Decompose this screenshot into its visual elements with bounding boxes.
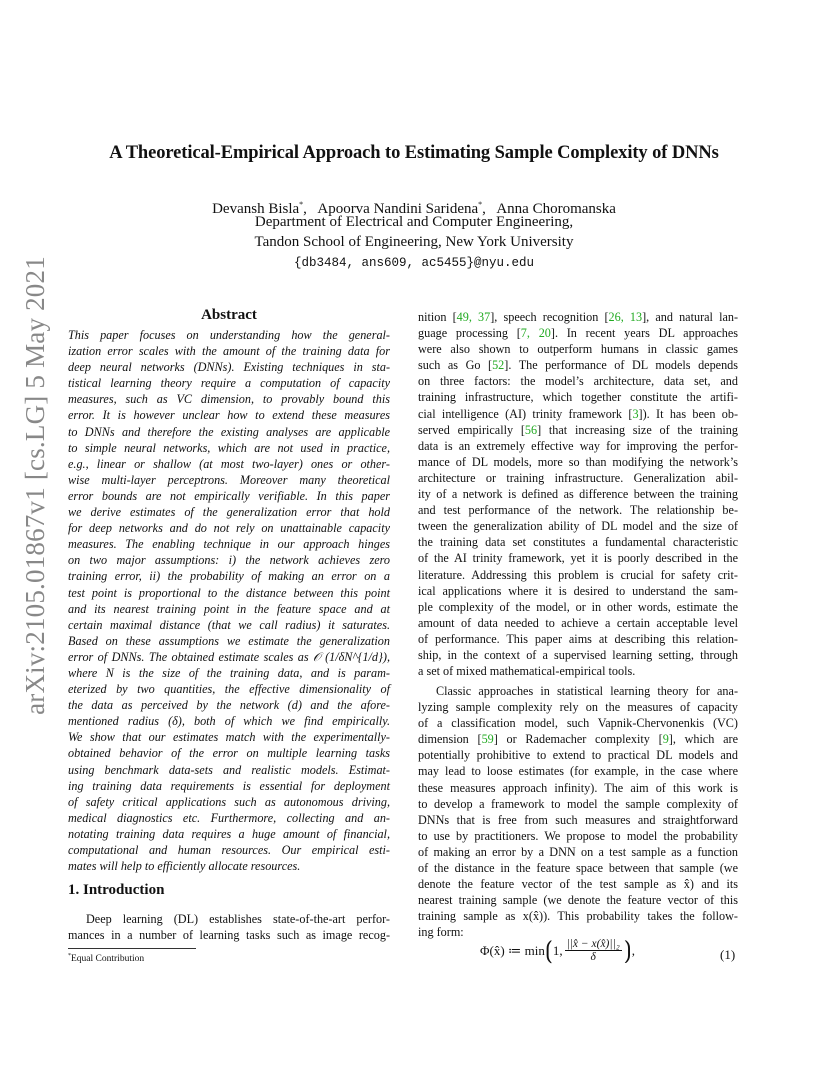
equation-numerator: ||x̂ − x(x̂)||₂ <box>566 938 620 950</box>
affiliation-department: Department of Electrical and Computer Engineering, <box>254 214 574 230</box>
text-line: literature. Addressing this problem is crucial for safety crit- <box>418 567 738 582</box>
author-name: Devansh Bisla <box>212 201 300 217</box>
text-line: measures, such as VC dimension, to provably bound this <box>68 392 390 407</box>
text-line: on two major assumptions: i) the network achieves zero <box>68 553 390 568</box>
text-line: eterized by two quantities, the effective dimensionality of <box>68 682 390 697</box>
text-line: we derive estimates of the generalization error that hold <box>68 505 390 520</box>
text-line: amount of data needed to achieve a certain acceptable level <box>418 615 738 630</box>
footnote <box>68 953 144 964</box>
text-line: DNNs that is free from such measures and straightforward <box>418 812 738 827</box>
citation-link[interactable]: 7, 20 <box>520 326 551 341</box>
text-line: training error, ii) the probability of making an error on a <box>68 569 390 584</box>
equation-denominator: δ <box>590 951 596 963</box>
equation-open-paren: ⟮ <box>544 937 553 964</box>
text-line: of safety critical applications such as autonomous driving, <box>68 794 390 809</box>
footnote-rule <box>68 948 196 949</box>
equation-fraction <box>565 938 622 963</box>
text-line: and its nearest training point in the feature space and at <box>68 601 390 616</box>
text-line: ing training data requirements is essential for deployment <box>68 778 390 793</box>
text-line: error of DNNs. The obtained estimate scales as 𝒪 (1/δN^{1/d}), <box>68 649 390 664</box>
intro-paragraph-left <box>68 911 390 943</box>
text-line: where N is the size of the training data, and is param- <box>68 665 390 680</box>
text-line: certain maximal distance (that we call radius) it saturates. <box>68 617 390 632</box>
text-line: data is an extremely effective way for improving the perfor- <box>418 438 738 453</box>
text-line: lyzing sample complexity rely on the measures of capacity <box>418 700 738 715</box>
text-line: ing form: <box>418 925 464 940</box>
text-line: of making an error by a DNN on a test sample as a function <box>418 844 738 859</box>
citation-link[interactable]: 3 <box>632 406 639 421</box>
text-line: to simple neural networks, which are not used in practice, <box>68 440 390 455</box>
text-line: nition [49, 37], speech recognition [26, 13], and natural lan- <box>418 310 739 324</box>
equation-number: (1) <box>720 947 736 962</box>
affiliation-school: Tandon School of Engineering, New York University <box>254 234 574 250</box>
footnote-mark: * <box>68 953 71 959</box>
text-line: mentioned radius (δ), both of which we find empirically. <box>68 714 390 729</box>
citation-link[interactable]: 9 <box>662 732 669 747</box>
section-heading: 1. Introduction <box>68 882 165 898</box>
equation-one: 1, <box>552 942 563 958</box>
text-line: the training data set constitutes a fundamental characteristic <box>418 535 738 550</box>
text-line: Deep learning (DL) establishes state-of-the-art perfor- <box>86 912 390 926</box>
text-line: ical applications where it is desired to understand the sam- <box>418 583 738 598</box>
text-line: a set of mixed mathematical-empirical tools. <box>418 664 636 679</box>
citation-link[interactable]: 26, 13 <box>608 310 643 324</box>
text-line: to DNNs and therefore the existing analyses are applicable <box>68 424 390 439</box>
text-line: training sample as x(x̂)). This probability takes the follow- <box>418 909 738 924</box>
text-line: of performance. This paper aims at describing this relation- <box>418 631 738 646</box>
text-line: mance of DL models, more so than modifying the network’s <box>418 454 738 469</box>
text-line: these measures approach infinity). The aim of this work is <box>418 780 738 795</box>
text-line: error. It is however unclear how to extend these measures <box>68 408 390 423</box>
citation-link[interactable]: 59 <box>481 732 494 747</box>
text-line: tween the generalization ability of DL model and the size of <box>418 519 738 534</box>
arxiv-id: arXiv:2105.01867v1 [cs.LG] 5 May 2021 <box>19 255 50 715</box>
text-line: for deep networks and do not rely on unattainable capacity <box>68 521 390 536</box>
text-line: the data as perceived by the network (d) and the afore- <box>68 698 390 713</box>
abstract-heading: Abstract <box>201 307 257 323</box>
text-line: of the distance in the feature space between that sample (we <box>418 861 738 876</box>
equal-contribution-mark: * <box>478 200 483 209</box>
text-line: mances in a number of learning tasks such as image recog- <box>68 928 390 943</box>
equation-lhs: Φ(x̂) ≔ min <box>480 942 545 958</box>
text-line: medical diagnostics etc. Furthermore, collecting and an- <box>68 810 390 825</box>
text-line: to use by practitioners. We propose to model the probability <box>418 828 738 843</box>
text-line: deep neural networks (DNNs). Existing techniques in sta- <box>68 360 390 375</box>
abstract-body <box>68 327 390 874</box>
author-list: Devansh Bisla*, Apoorva Nandini Saridena*, Anna Choromanska <box>212 200 616 217</box>
text-line: This paper focuses on understanding how the general- <box>68 328 390 342</box>
author-name: Apoorva Nandini Saridena <box>317 201 479 217</box>
text-line: may lead to loose estimates (for example, in the case where <box>418 764 738 779</box>
citation-link[interactable]: 52 <box>492 358 505 373</box>
text-line: ple complexity of the model, or in other words, estimate the <box>418 599 738 614</box>
text-line: obtained behavior of the error on multiple learning tasks <box>68 746 390 761</box>
citation-link[interactable]: 56 <box>524 422 538 437</box>
paper-title: A Theoretical-Empirical Approach to Estimating Sample Complexity of DNNs <box>109 143 719 163</box>
text-line: cial intelligence (AI) trinity framework [3]). It has been ob- <box>418 406 738 421</box>
intro-paragraph-right-2 <box>418 683 738 941</box>
text-line: ization error scales with the amount of the training data for <box>68 344 390 359</box>
text-line: measures. The enabling technique in our approach hinges <box>68 537 390 552</box>
equation-1 <box>480 938 635 963</box>
text-line: using benchmark data-sets and realistic models. Estimat- <box>68 762 390 777</box>
text-line: ship, in the context of a supervised learning setting, through <box>418 647 738 662</box>
text-line: such as Go [52]. The performance of DL models depends <box>418 358 739 373</box>
text-line: We show that our estimates match with the experimentally- <box>68 730 390 745</box>
text-line: computational and human resources. Our empirical esti- <box>68 843 390 857</box>
text-line: architecture or training infrastructure. Generalization abil- <box>418 470 738 485</box>
text-line: dimension [59] or Rademacher complexity [9], which are <box>418 732 739 747</box>
text-line: and test performance of the network. The relationship be- <box>418 503 738 518</box>
author-emails: {db3484, ans609, ac5455}@nyu.edu <box>293 256 535 270</box>
citation-link[interactable]: 49, 37 <box>456 310 491 324</box>
text-line: guage processing [7, 20]. In recent years DL approaches <box>418 326 738 341</box>
text-line: tistical learning theory require a computation of capacity <box>68 376 390 391</box>
text-line: mates will help to efficiently allocate resources. <box>68 859 301 874</box>
text-line: served empirically [56] that increasing size of the training <box>418 422 738 437</box>
text-line: ity of a network is defined as difference between the training <box>418 487 738 502</box>
text-line: Based on these assumptions we estimate the generalization <box>68 633 390 648</box>
intro-paragraph-right-1 <box>418 309 738 679</box>
text-line: training infrastructure, which together constitute the artifi- <box>418 390 738 405</box>
text-line: nearest training sample (we denote the feature vector of this <box>418 893 738 908</box>
text-line: of a classification model, such Vapnik-Chervonenkis (VC) <box>418 716 738 731</box>
equation-trail: , <box>631 942 635 958</box>
text-line: were also shown to outperform humans in classic games <box>418 342 738 357</box>
author-name: Anna Choromanska <box>496 201 616 217</box>
text-line: of the AI trinity framework, yet it is poorly described in the <box>418 551 738 566</box>
arxiv-stamp <box>10 255 60 715</box>
text-line: Classic approaches in statistical learning theory for ana- <box>436 684 738 698</box>
text-line: to develop a framework to model the sample complexity of <box>418 796 738 811</box>
equal-contribution-mark: * <box>299 200 304 209</box>
text-line: wise multi-layer perceptrons. Moreover many theoretical <box>68 472 390 487</box>
text-line: denote the feature vector of the test sample as x̂) and its <box>418 877 738 892</box>
text-line: notating training data requires a huge amount of financial, <box>68 826 390 841</box>
equation-close-paren: ⟯ <box>623 937 632 964</box>
text-line: error bounds are not empirically verifiable. In this paper <box>68 488 390 503</box>
text-line: e.g., linear or shallow (at most two-layer) ones or other- <box>68 456 390 471</box>
footnote-text: Equal Contribution <box>71 954 145 964</box>
text-line: on three factors: the model’s architecture, data set, and <box>418 374 738 389</box>
text-line: potentially prohibitive to extend to practical DL models and <box>418 748 738 763</box>
text-line: test point is proportional to the distance between this point <box>68 585 390 600</box>
